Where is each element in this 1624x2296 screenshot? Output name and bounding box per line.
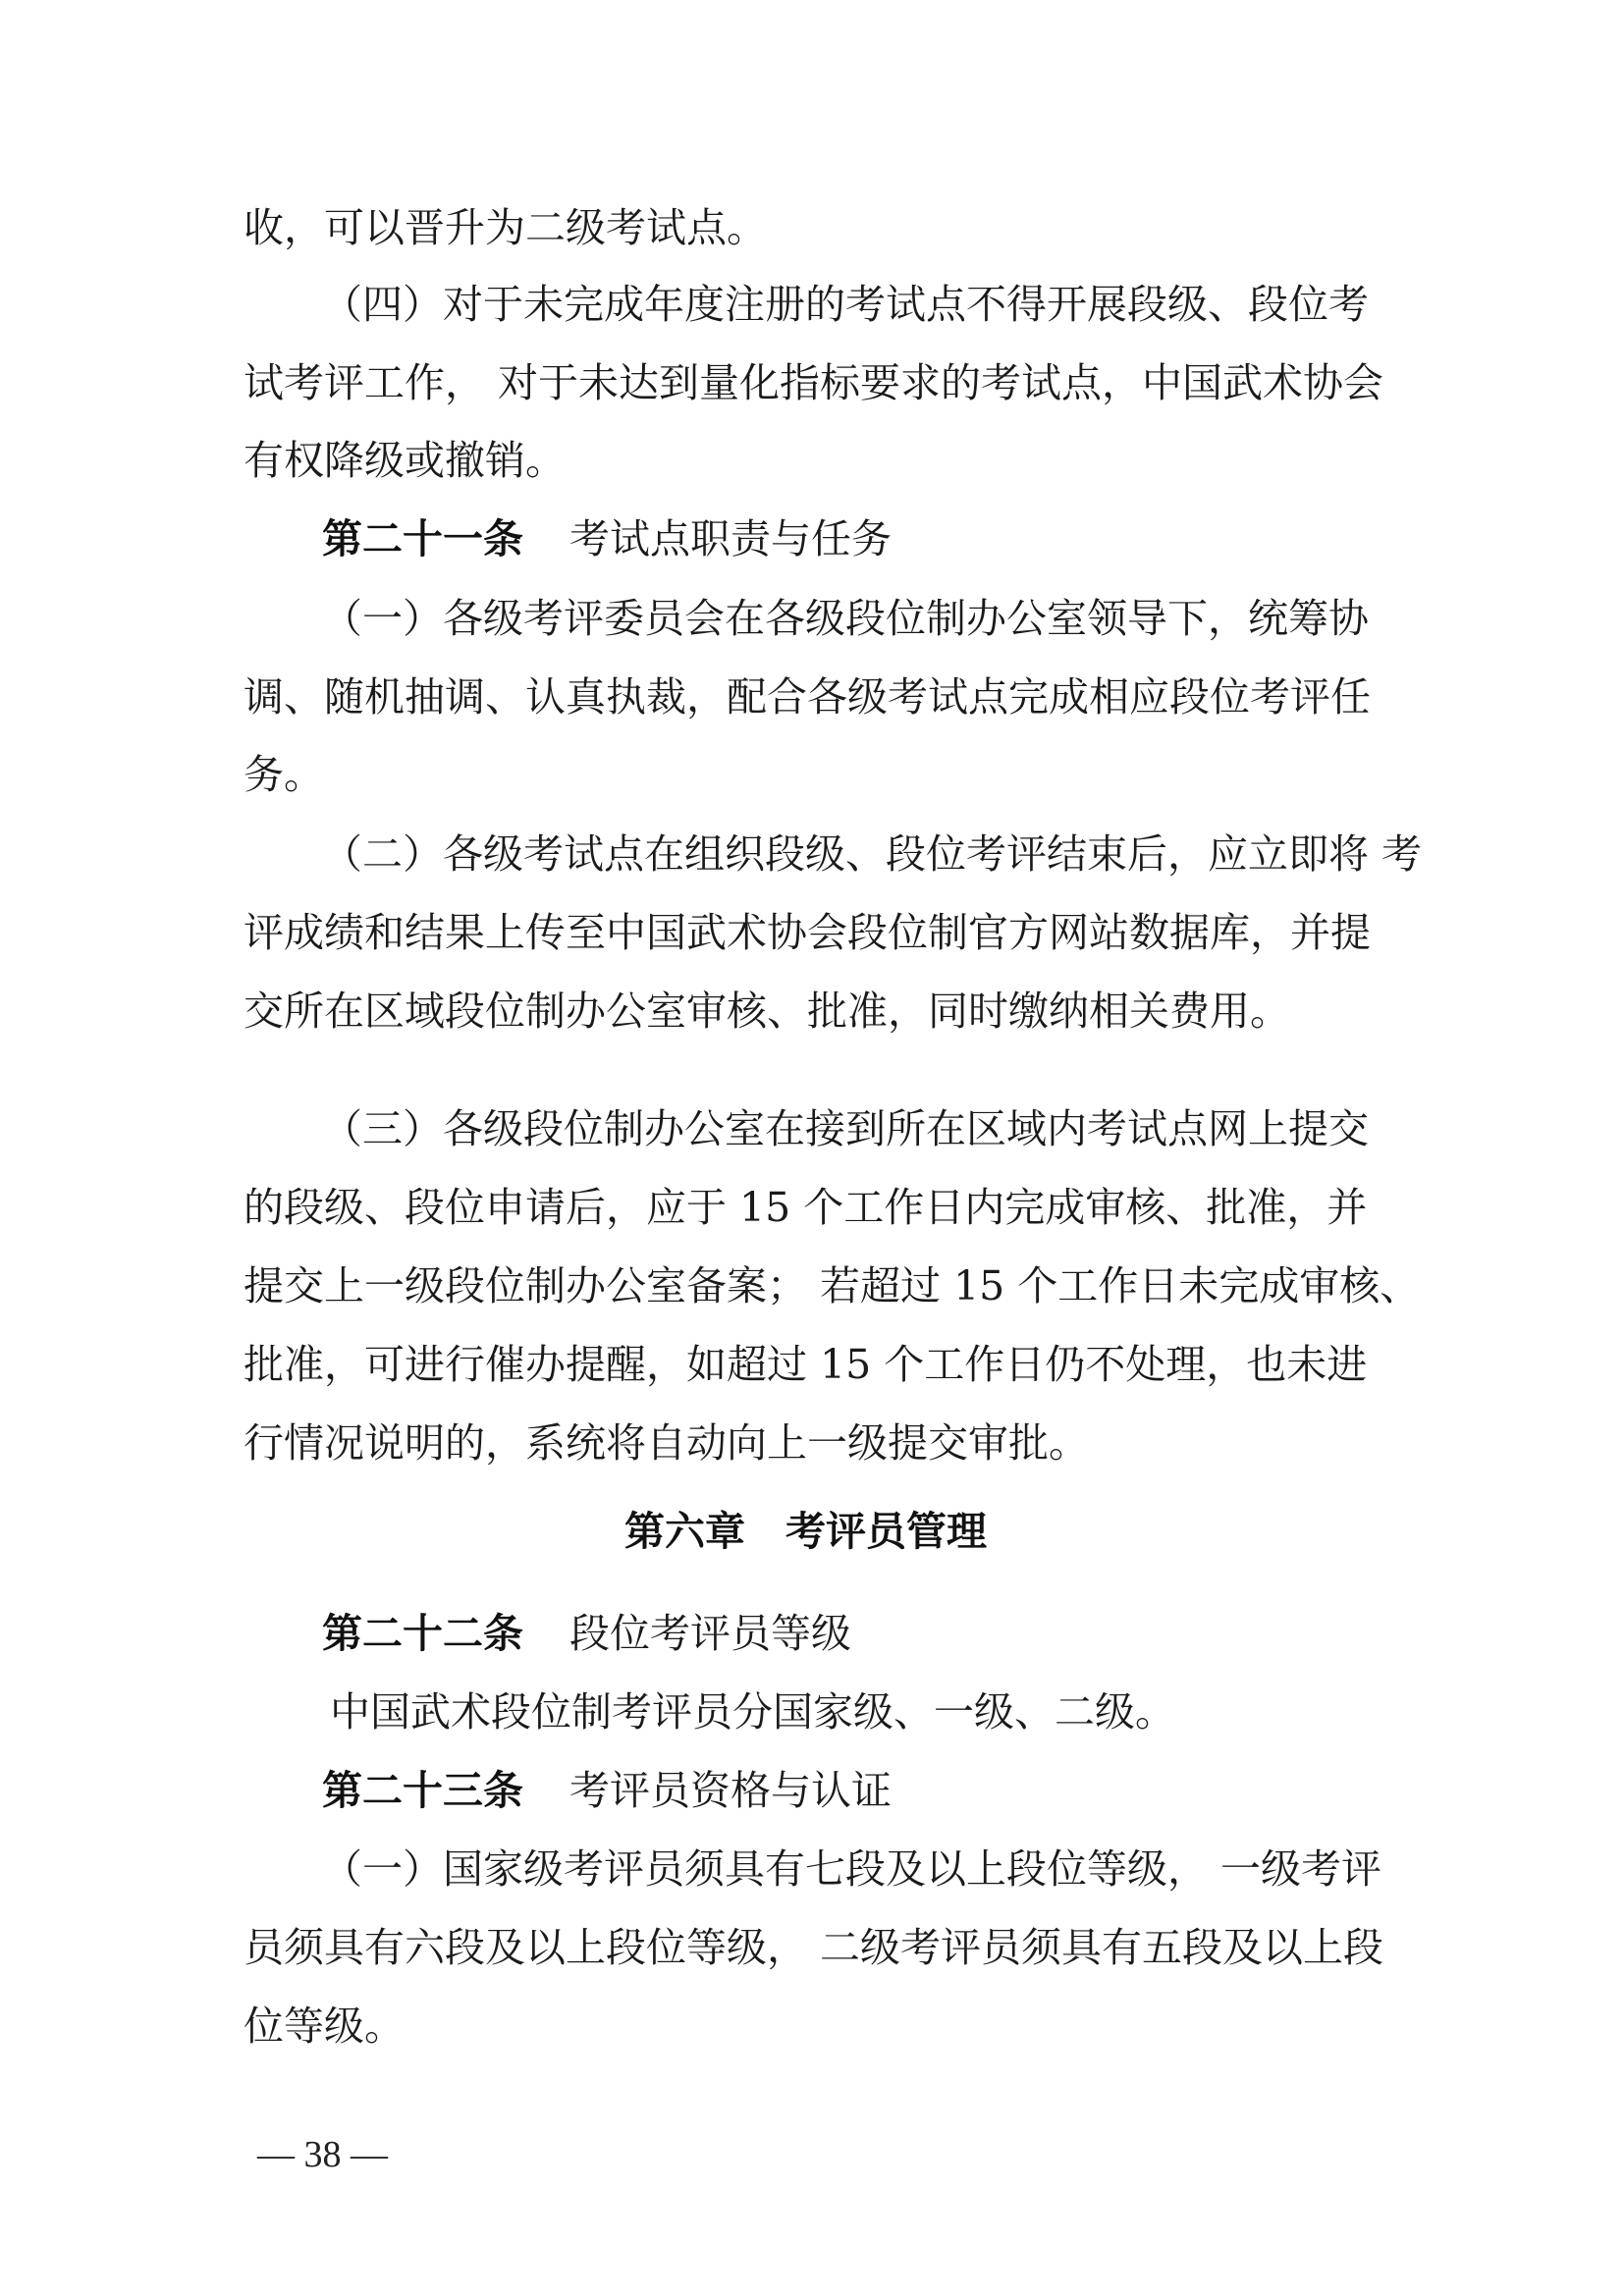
text-line: 有权降级或撤销。 <box>244 437 566 484</box>
text-line: 交所在区域段位制办公室审核、批准，同时缴纳相关费用。 <box>244 988 1290 1035</box>
text-line: 位等级。 <box>244 2002 405 2050</box>
text-line: 务。 <box>244 751 324 798</box>
text-line: （四）对于未完成年度注册的考试点不得开展段级、段位考 <box>322 281 1369 328</box>
text-line: 中国武术段位制考评员分国家级、一级、二级。 <box>330 1688 1175 1735</box>
text-line: 收，可以晋升为二级考试点。 <box>244 204 767 251</box>
article-23-title: 第二十三条 <box>322 1767 523 1814</box>
text-line: 员须具有六段及以上段位等级， 二级考评员须具有五段及以上段 <box>244 1924 1384 1971</box>
text-line: （二）各级考试点在组织段级、段位考评结束后，应立即将 考 <box>322 830 1423 878</box>
article-21-title: 第二十一条 <box>322 515 523 562</box>
text-line: 行情况说明的，系统将自动向上一级提交审批。 <box>244 1419 1089 1467</box>
text-line: 评成绩和结果上传至中国武术协会段位制官方网站数据库，并提 <box>244 909 1371 956</box>
text-line: 调、随机抽调、认真执裁，配合各级考试点完成相应段位考评任 <box>244 673 1371 721</box>
text-line: 的段级、段位申请后，应于 15 个工作日内完成审核、批准，并 <box>244 1184 1368 1231</box>
text-line: （三）各级段位制办公室在接到所在区域内考试点网上提交 <box>322 1105 1369 1152</box>
chapter-heading: 第六章 考评员管理 <box>624 1508 987 1555</box>
text-line: 提交上一级段位制办公室备案； 若超过 15 个工作日未完成审核、 <box>244 1262 1421 1309</box>
text-line: 试考评工作， 对于未达到量化指标要求的考试点，中国武术协会 <box>244 359 1384 406</box>
article-22-subtitle: 段位考评员等级 <box>569 1610 851 1657</box>
text-line: 批准，可进行催办提醒，如超过 15 个工作日仍不处理，也未进 <box>244 1341 1368 1388</box>
article-22-title: 第二十二条 <box>322 1610 523 1657</box>
text-line: （一）各级考评委员会在各级段位制办公室领导下，统筹协 <box>322 595 1369 642</box>
article-23-subtitle: 考评员资格与认证 <box>569 1767 892 1814</box>
article-21-subtitle: 考试点职责与任务 <box>569 515 892 562</box>
text-line: （一）国家级考评员须具有七段及以上段位等级， 一级考评 <box>322 1845 1382 1893</box>
page-number: — 38 — <box>257 2134 388 2175</box>
